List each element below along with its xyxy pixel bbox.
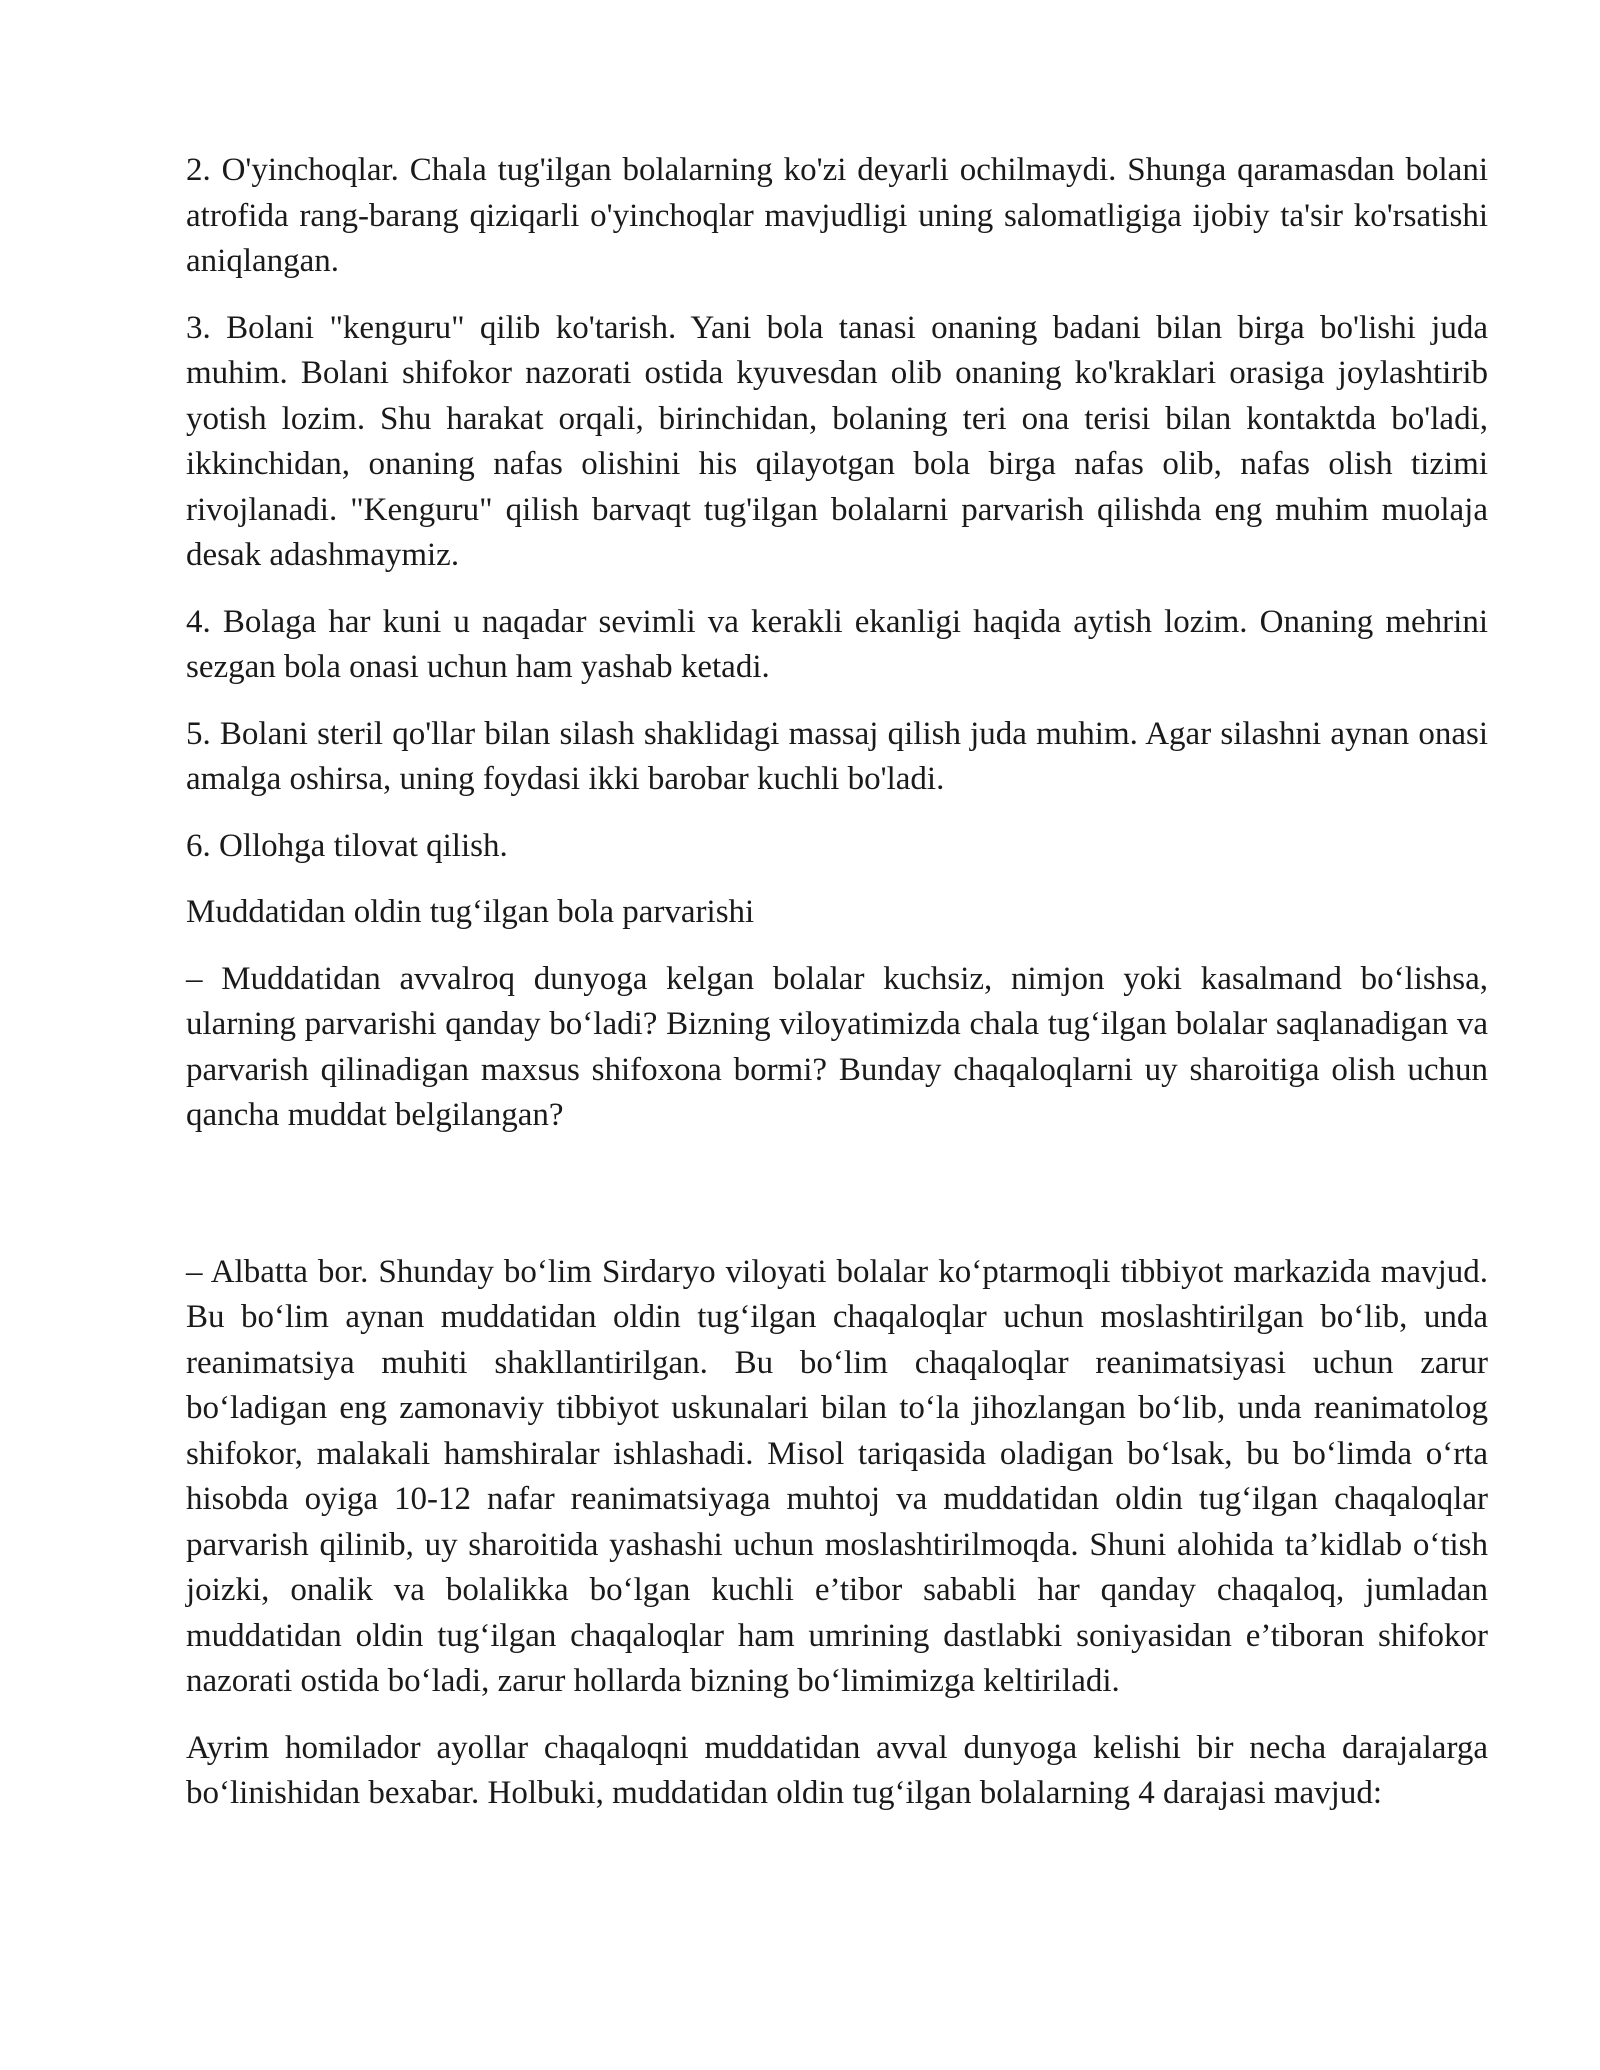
section-heading: Muddatidan oldin tug‘ilgan bola parvarishi (186, 894, 755, 930)
paragraph-toys: 2. O'yinchoqlar. Chala tug'ilgan bolalarning ko'zi deyarli ochilmaydi. Shunga qaramasdan bolani atrofida rang-barang qiziqarli o'yinchoqlar mavjudligi uning salomatligiga ijobiy ta'sir ko'rsatishi aniqlangan. (186, 152, 1488, 279)
paragraph-question: – Muddatidan avvalroq dunyoga kelgan bolalar kuchsiz, nimjon yoki kasalmand bo‘lishsa, ularning parvarishi qanday bo‘ladi? Bizning viloyatimizda chala tug‘ilgan bolalar saqlanadigan va parvarish qilinadigan maxsus shifoxona bormi? Bunday chaqaloqlarni uy sharoitiga olish uchun qancha muddat belgilangan? (186, 960, 1488, 1133)
blank-spacer (186, 1160, 1488, 1250)
paragraph-degrees: Ayrim homilador ayollar chaqaloqni muddatidan avval dunyoga kelishi bir necha darajalarga bo‘linishidan bexabar. Holbuki, muddatidan oldin tug‘ilgan bolalarning 4 darajasi mavjud: (186, 1729, 1488, 1811)
paragraph-kangaroo-care: 3. Bolani "kenguru" qilib ko'tarish. Yani bola tanasi onaning badani bilan birga bo'lishi juda muhim. Bolani shifokor nazorati ostida kyuvesdan olib onaning ko'kraklari orasiga joylashtirib yotish lozim. Shu harakat orqali, birinchidan, bolaning teri ona terisi bilan kontaktda bo'ladi, ikkinchidan, onaning nafas olishini his qilayotgan bola birga nafas olib, nafas olish tizimi rivojlanadi. "Kenguru" qilish barvaqt tug'ilgan bolalarni parvarish qilishda eng muhim muolaja desak adashmaymiz. (186, 309, 1488, 573)
document-body (186, 148, 1488, 1838)
paragraph-prayer: 6. Ollohga tilovat qilish. (186, 827, 508, 864)
paragraph-answer: – Albatta bor. Shunday bo‘lim Sirdaryo viloyati bolalar ko‘ptarmoqli tibbiyot markazida mavjud. Bu bo‘lim aynan muddatidan oldin tug‘ilgan chaqaloqlar uchun moslashtirilgan bo‘lib, unda reanimatsiya muhiti shakllantirilgan. Bu bo‘lim chaqaloqlar reanimatsiyasi uchun zarur bo‘ladigan eng zamonaviy tibbiyot uskunalari bilan to‘la jihozlangan bo‘lib, unda reanimatolog shifokor, malakali hamshiralar ishlashadi. Misol tariqasida oladigan bo‘lsak, bu bo‘limda o‘rta hisobda oyiga 10-12 nafar reanimatsiyaga muhtoj va muddatidan oldin tug‘ilgan chaqaloqlar parvarish qilinib, uy sharoitida yashashi uchun moslashtirilmoqda. Shuni alohida ta’kidlab o‘tish joizki, onalik va bolalikka bo‘lgan kuchli e’tibor sababli har qanday chaqaloq, jumladan muddatidan oldin tug‘ilgan chaqaloqlar ham umrining dastlabki soniyasidan e’tiboran shifokor nazorati ostida bo‘ladi, zarur hollarda bizning bo‘limimizga keltiriladi. (186, 1253, 1488, 1699)
paragraph-affection: 4. Bolaga har kuni u naqadar sevimli va kerakli ekanligi haqida aytish lozim. Onaning mehrini sezgan bola onasi uchun ham yashab ketadi. (186, 603, 1488, 685)
paragraph-massage: 5. Bolani steril qo'llar bilan silash shaklidagi massaj qilish juda muhim. Agar silashni aynan onasi amalga oshirsa, uning foydasi ikki barobar kuchli bo'ladi. (186, 715, 1488, 797)
